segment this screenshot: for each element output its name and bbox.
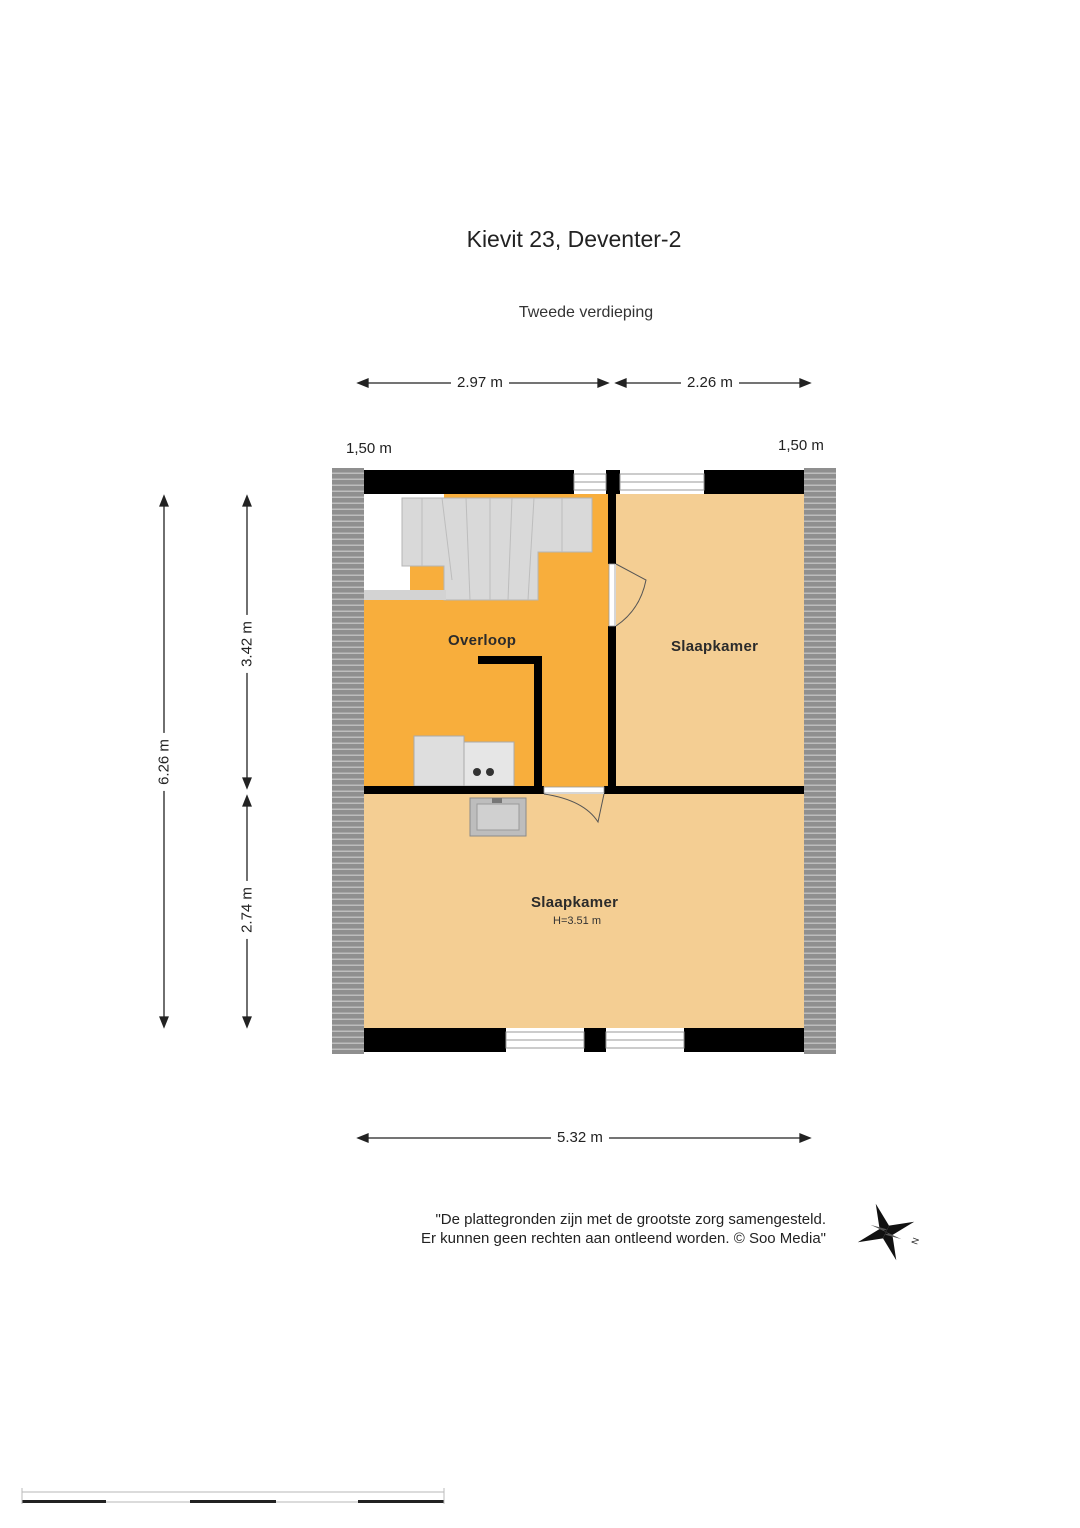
dim-top-right: 2.26 m <box>681 374 739 391</box>
roof-slope-left <box>332 468 364 1054</box>
bedroom-2-floor <box>364 794 804 1028</box>
dim-knee-right: 1,50 m <box>772 437 830 454</box>
room-label-bedroom-1: Slaapkamer <box>671 638 759 655</box>
disclaimer <box>421 1210 826 1248</box>
dimension-lines-vertical <box>160 496 251 1027</box>
floor-label: Tweede verdieping <box>518 304 654 321</box>
dim-bottom-width: 5.32 m <box>551 1129 609 1146</box>
disclaimer-line-2: Er kunnen geen rechten aan ontleend worden. © Soo Media" <box>421 1230 826 1247</box>
roof-slope-right <box>804 468 836 1054</box>
dimension-lines-top <box>358 379 810 387</box>
washing-machine <box>414 736 514 786</box>
disclaimer-line-1: "De plattegronden zijn met de grootste zorg samengesteld. <box>435 1211 826 1228</box>
compass-rose-icon <box>848 1194 925 1271</box>
dim-top-left: 2.97 m <box>451 374 509 391</box>
sink <box>470 798 526 836</box>
room-label-bedroom-2: Slaapkamer <box>531 894 619 911</box>
dim-total-depth: 6.26 m <box>156 733 173 791</box>
room-height-bedroom-2: H=3.51 m <box>553 915 601 927</box>
dim-knee-left: 1,50 m <box>340 440 398 457</box>
scale-bar <box>22 1488 444 1504</box>
dim-lower-depth: 2.74 m <box>239 881 256 939</box>
compass-north-letter: N <box>909 1236 922 1246</box>
room-label-landing: Overloop <box>448 632 517 649</box>
dim-upper-depth: 3.42 m <box>239 615 256 673</box>
plan-title: Kievit 23, Deventer-2 <box>466 226 682 252</box>
